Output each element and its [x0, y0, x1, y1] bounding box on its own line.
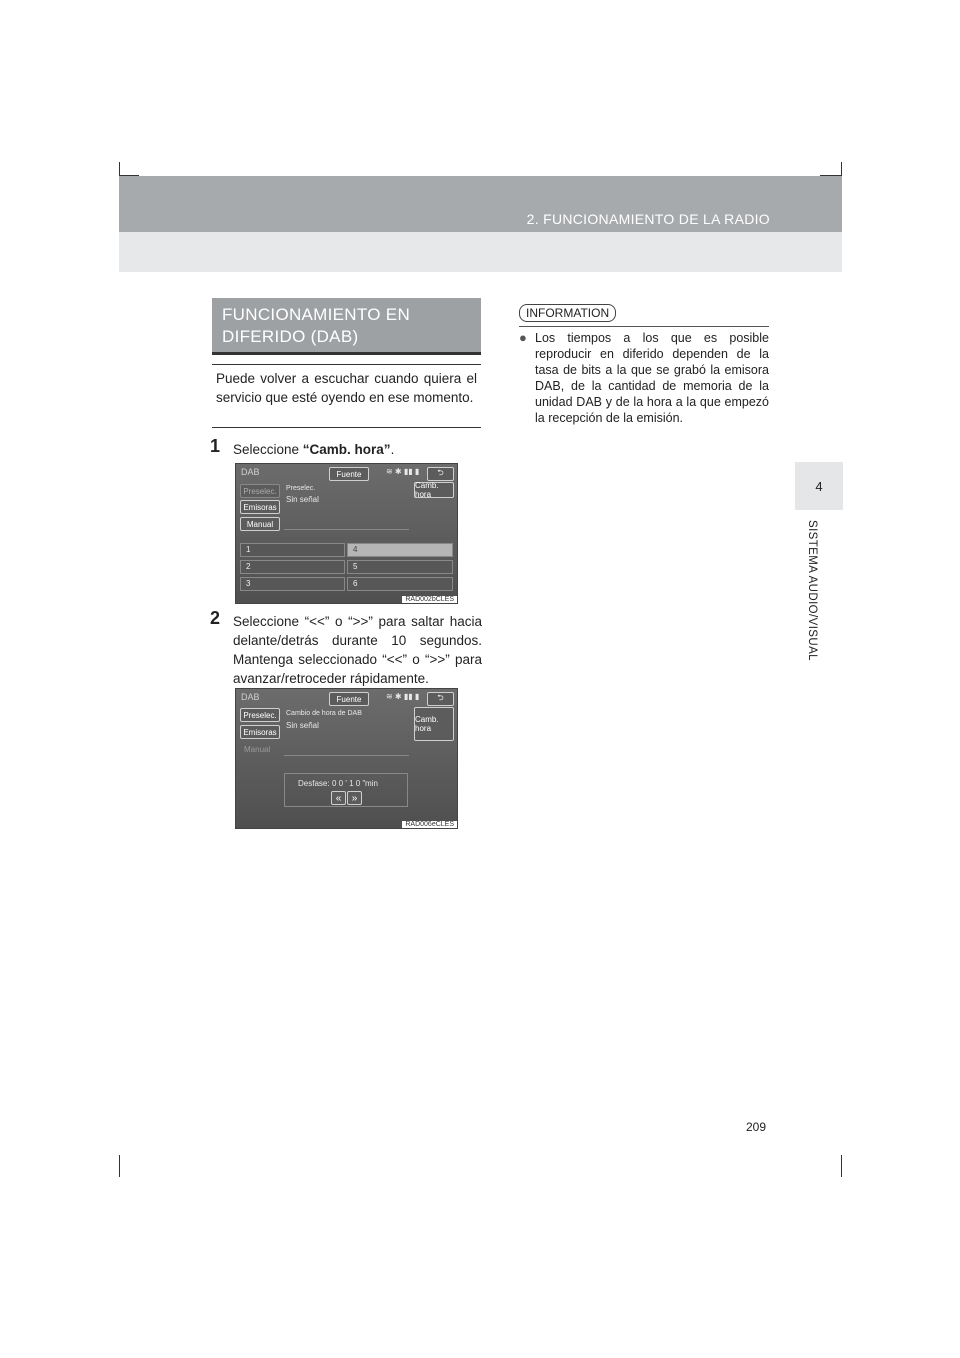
divider	[284, 755, 409, 756]
preset-button[interactable]: 3	[240, 577, 345, 591]
step-number: 1	[210, 436, 221, 456]
step-text: Seleccione “<<” o “>>” para saltar hacia delante/detrás durante 10 segundos. Mantenga seleccionado “<<” o “>>” para avanzar/retroceder rápidamente.	[233, 614, 482, 686]
back-icon[interactable]: ⮌	[427, 692, 454, 706]
info-label: Cambio de hora de DAB	[286, 710, 362, 717]
info-label: Preselec.	[286, 485, 316, 492]
screen-title: DAB	[241, 467, 260, 477]
step-2	[210, 608, 482, 688]
screen-title: DAB	[241, 692, 260, 702]
screenshot-dab-presets	[235, 463, 458, 604]
signal-status-icons: ≋ ✱ ▮▮ ▮	[386, 467, 420, 476]
section-intro: Puede volver a escuchar cuando quiera el servicio que esté oyendo en ese momento.	[212, 364, 481, 428]
chapter-side-label: SISTEMA AUDIO/VISUAL	[806, 520, 818, 661]
information-body	[521, 330, 769, 426]
menu-emisoras[interactable]: Emisoras	[240, 500, 280, 514]
camb-hora-button[interactable]: Camb. hora	[414, 707, 454, 741]
desfase-panel	[284, 773, 408, 807]
source-button[interactable]: Fuente	[329, 467, 369, 481]
section-title: FUNCIONAMIENTO EN DIFERIDO (DAB)	[212, 298, 481, 352]
camb-hora-button[interactable]: Camb. hora	[414, 482, 454, 498]
preset-button-selected[interactable]: 4	[347, 543, 453, 557]
preset-button[interactable]: 1	[240, 543, 345, 557]
desfase-label: Desfase:	[298, 779, 330, 788]
page-number: 209	[746, 1120, 767, 1134]
information-rule	[519, 326, 769, 327]
back-icon[interactable]: ⮌	[427, 467, 454, 481]
figure-code: RAD002bCLES	[402, 596, 457, 603]
information-text: Los tiempos a los que es posible reproducir en diferido dependen de la tasa de bits a la que se grabó la emisora DAB, de la cantidad de memoria de la unidad DAB y de la hora a la que empezó la recepción de la emisión.	[535, 331, 769, 425]
menu-preselec[interactable]: Preselec.	[240, 708, 280, 722]
menu-preselec[interactable]: Preselec.	[240, 484, 280, 498]
divider	[284, 529, 409, 530]
source-button[interactable]: Fuente	[329, 692, 369, 706]
figure-code: RAD006eCLES	[402, 821, 457, 828]
signal-status-icons: ≋ ✱ ▮▮ ▮	[386, 692, 420, 701]
information-tag: INFORMATION	[519, 304, 616, 322]
menu-emisoras[interactable]: Emisoras	[240, 725, 280, 739]
preset-button[interactable]: 5	[347, 560, 453, 574]
bullet-icon: ●	[519, 330, 527, 345]
info-value: Sin señal	[286, 721, 319, 730]
crop-mark	[119, 1155, 120, 1177]
menu-manual[interactable]: Manual	[240, 517, 280, 531]
step-number: 2	[210, 608, 221, 628]
step-1	[210, 436, 482, 459]
menu-manual-disabled: Manual	[244, 745, 271, 754]
info-value: Sin señal	[286, 495, 319, 504]
header-sub-band	[119, 232, 842, 272]
section-rule	[212, 352, 481, 355]
desfase-value: 0 0 ' 1 0 "	[332, 779, 366, 788]
chapter-title: 2. FUNCIONAMIENTO DE LA RADIO	[526, 211, 770, 227]
step-text: Seleccione “Camb. hora”.	[233, 442, 395, 457]
chapter-tab	[795, 462, 843, 510]
screenshot-dab-time-shift	[235, 688, 458, 829]
crop-mark	[841, 1155, 842, 1177]
preset-button[interactable]: 6	[347, 577, 453, 591]
forward-icon[interactable]: »	[347, 791, 362, 805]
preset-button[interactable]: 2	[240, 560, 345, 574]
chapter-number: 4	[815, 478, 823, 494]
desfase-unit: min	[365, 779, 378, 788]
rewind-icon[interactable]: «	[331, 791, 346, 805]
